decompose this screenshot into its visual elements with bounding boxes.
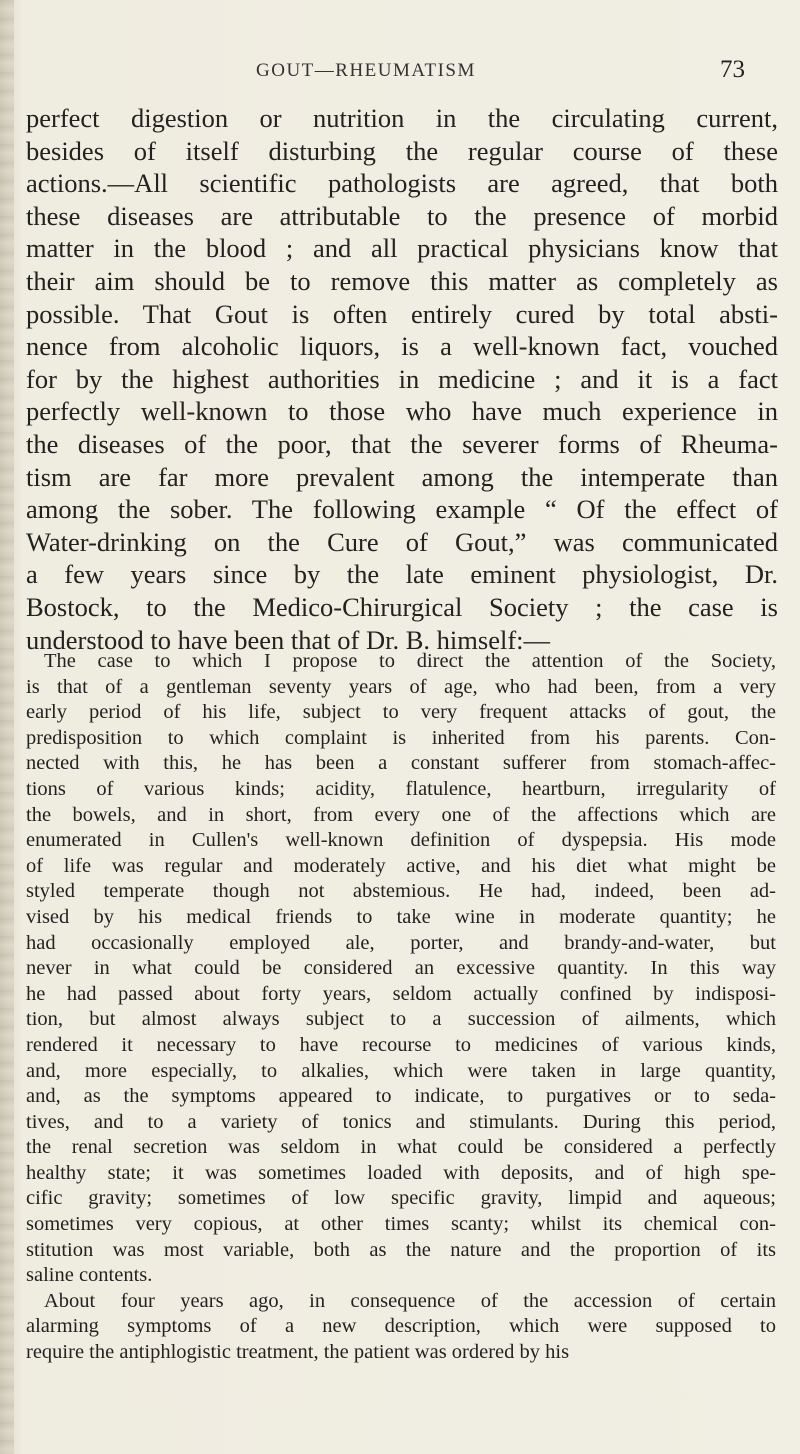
text-line: Water-drinking on the Cure of Gout,” was communicated <box>26 526 778 557</box>
text-line: understood to have been that of Dr. B. himself:— <box>26 624 551 655</box>
quote-line: cific gravity; sometimes of low specific gravity, limpid and aqueous; <box>26 1187 776 1210</box>
page-number: 73 <box>720 56 745 83</box>
quote-line: he had passed about forty years, seldom actually confined by indisposi- <box>26 982 776 1005</box>
quote-line: had occasionally employed ale, porter, and brandy-and-water, but <box>26 931 776 954</box>
quote-line: of life was regular and moderately active, and his diet what might be <box>26 854 776 877</box>
quote-line: and, as the symptoms appeared to indicate, to purgatives or to seda- <box>26 1085 776 1108</box>
text-line: among the sober. The following example “ Of the effect of <box>26 494 778 525</box>
main-paragraph <box>26 102 778 656</box>
text-line: besides of itself disturbing the regular course of these <box>26 135 778 166</box>
text-line: perfect digestion or nutrition in the circulating current, <box>26 103 778 133</box>
quote-line: predisposition to which complaint is inherited from his parents. Con- <box>26 726 776 749</box>
quote-line: nected with this, he has been a constant sufferer from stomach-affec- <box>26 752 776 775</box>
text-line: possible. That Gout is often entirely cured by total absti- <box>26 298 778 329</box>
quote-line: The case to which I propose to direct the attention of the Society, <box>44 650 776 672</box>
quote-line: saline contents. <box>26 1264 153 1287</box>
text-line: tism are far more prevalent among the intemperate than <box>26 461 778 492</box>
page-header <box>0 56 800 86</box>
quote-line: healthy state; it was sometimes loaded with deposits, and of high spe- <box>26 1161 776 1184</box>
quote-line: the bowels, and in short, from every one of the affections which are <box>26 803 776 826</box>
quote-line: alarming symptoms of a new description, which were supposed to <box>26 1315 776 1338</box>
text-line: these diseases are attributable to the presence of morbid <box>26 200 778 231</box>
quote-line: require the antiphlogistic treatment, the patient was ordered by his <box>26 1341 570 1364</box>
text-line: their aim should be to remove this matter as completely as <box>26 265 778 296</box>
text-line: the diseases of the poor, that the severer forms of Rheuma- <box>26 428 778 459</box>
quote-line: the renal secretion was seldom in what could be considered a perfectly <box>26 1136 776 1159</box>
quote-line: and, more especially, to alkalies, which were taken in large quantity, <box>26 1059 776 1082</box>
quote-line: styled temperate though not abstemious. He had, indeed, been ad- <box>26 880 776 903</box>
text-line: nence from alcoholic liquors, is a well-known fact, vouched <box>26 331 778 362</box>
text-line: perfectly well-known to those who have much experience in <box>26 396 778 427</box>
quote-line: tions of various kinds; acidity, flatulence, heartburn, irregularity of <box>26 777 776 800</box>
text-line: actions.—All scientific pathologists are agreed, that both <box>26 168 778 199</box>
quote-line: tives, and to a variety of tonics and stimulants. During this period, <box>26 1110 776 1133</box>
text-line: for by the highest authorities in medicine ; and it is a fact <box>26 363 778 394</box>
text-line: a few years since by the late eminent physiologist, Dr. <box>26 559 778 590</box>
running-title: GOUT—RHEUMATISM <box>256 60 476 81</box>
quote-line: early period of his life, subject to very frequent attacks of gout, the <box>26 701 776 724</box>
quote-line: rendered it necessary to have recourse to medicines of various kinds, <box>26 1033 776 1056</box>
quote-line: tion, but almost always subject to a succession of ailments, which <box>26 1008 776 1031</box>
quoted-case-passage <box>26 649 776 1366</box>
quote-line: vised by his medical friends to take wine in moderate quantity; he <box>26 905 776 928</box>
quote-line: stitution was most variable, both as the nature and the proportion of its <box>26 1238 776 1261</box>
quote-line: enumerated in Cullen's well-known definition of dyspepsia. His mode <box>26 829 776 852</box>
text-line: Bostock, to the Medico-Chirurgical Society ; the case is <box>26 591 778 622</box>
quote-line: is that of a gentleman seventy years of age, who had been, from a very <box>26 675 776 698</box>
quote-line: About four years ago, in consequence of the accession of certain <box>44 1289 776 1312</box>
quote-line: sometimes very copious, at other times scanty; whilst its chemical con- <box>26 1213 776 1236</box>
quote-line: never in what could be considered an excessive quantity. In this way <box>26 957 776 980</box>
text-line: matter in the blood ; and all practical physicians know that <box>26 233 778 264</box>
page-gutter-edge <box>0 0 14 1454</box>
